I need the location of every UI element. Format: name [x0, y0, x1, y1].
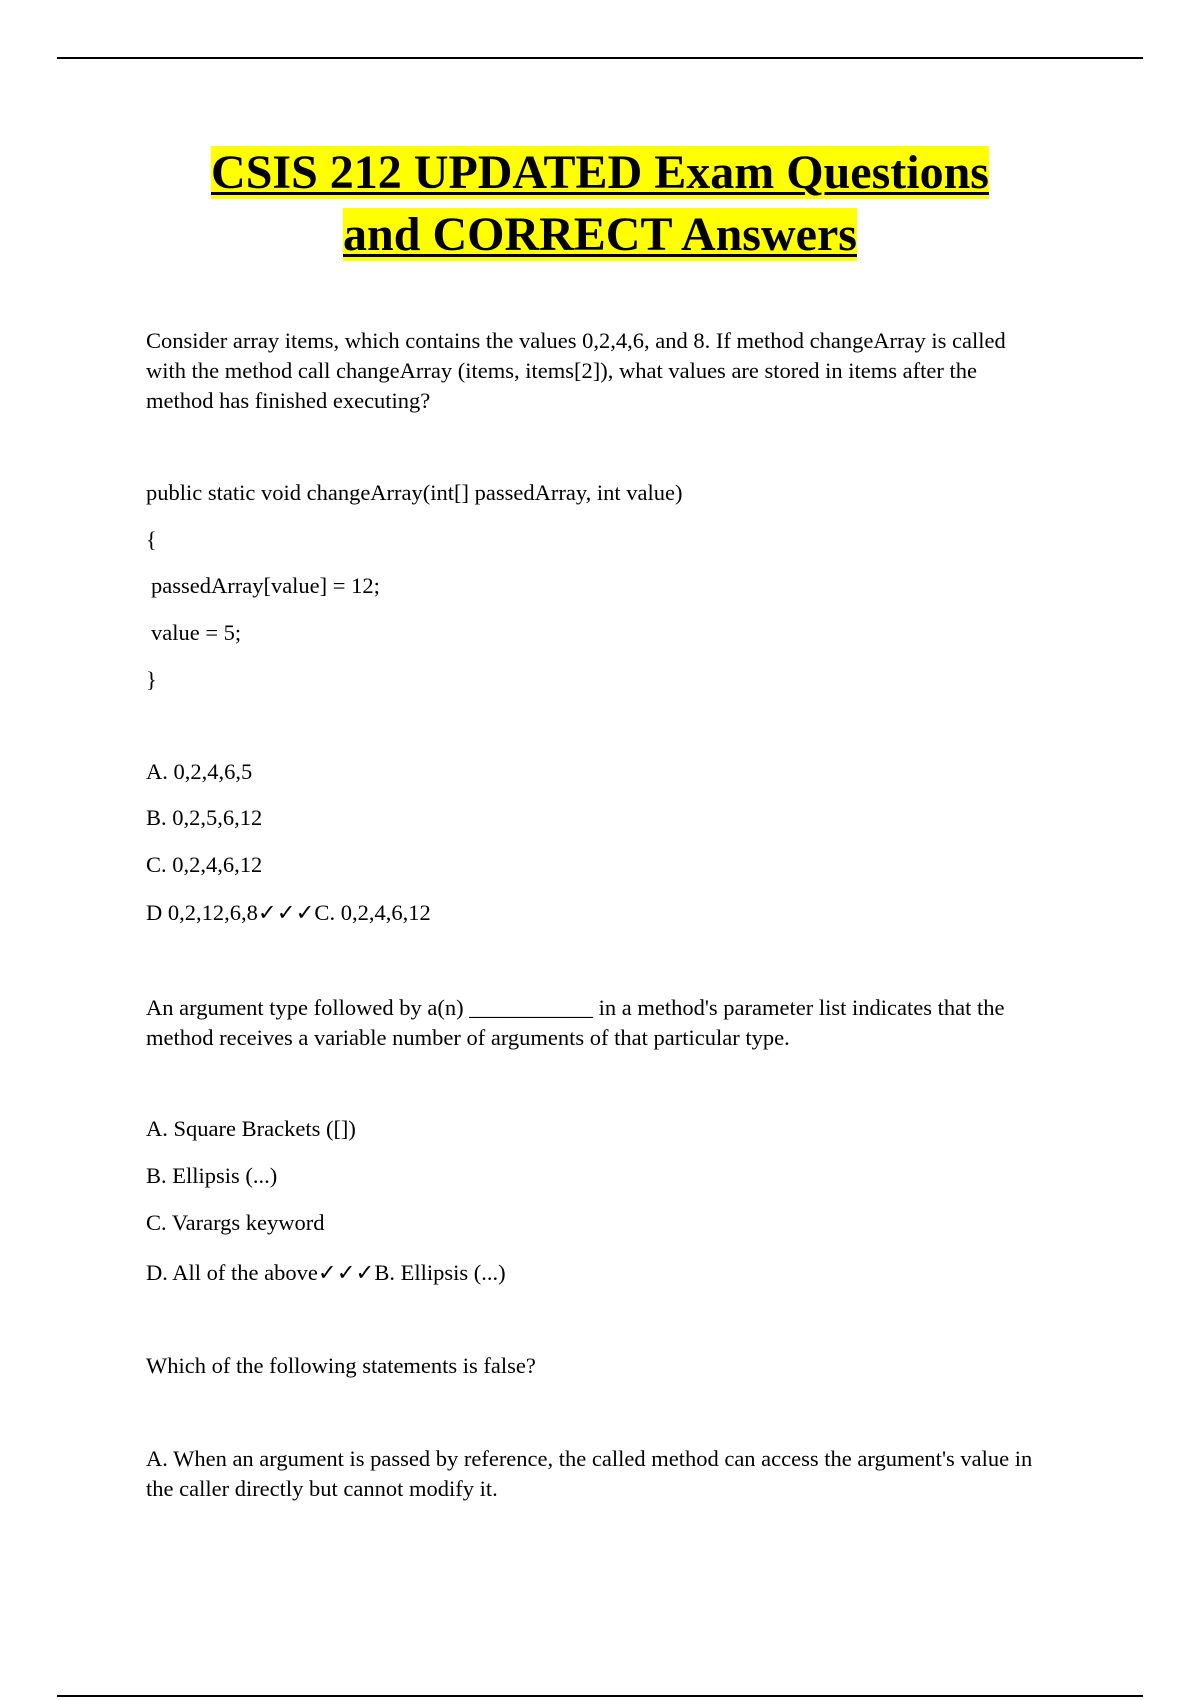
question-1-code-line-2: {: [146, 527, 157, 552]
question-1-code-line-1: public static void changeArray(int[] passedArray, int value): [146, 480, 683, 505]
question-2-option-c: C. Varargs keyword: [146, 1210, 325, 1235]
question-2-option-b: B. Ellipsis (...): [146, 1163, 278, 1188]
question-3-prompt: Which of the following statements is false?: [146, 1353, 536, 1378]
question-2-option-d-answer: D. All of the above✓✓✓B. Ellipsis (...): [146, 1260, 506, 1285]
question-2-option-a: A. Square Brackets ([]): [146, 1116, 356, 1141]
title-line-1: CSIS 212 UPDATED Exam Questions: [211, 146, 989, 199]
title-line-2: and CORRECT Answers: [343, 208, 857, 261]
question-3-option-a: A. When an argument is passed by reference, the called method can access the argument's value in the caller directly but cannot modify it.: [146, 1446, 1033, 1501]
question-2-prompt: An argument type followed by a(n) ___________ in a method's parameter list indicates that the method receives a variable number of arguments of that particular type.: [146, 995, 1005, 1050]
document-title: [150, 142, 1050, 266]
question-1-prompt: Consider array items, which contains the values 0,2,4,6, and 8. If method changeArray is called with the method call changeArray (items, items[2]), what values are stored in items after the method has finished executing?: [146, 328, 1006, 413]
question-1-option-a: A. 0,2,4,6,5: [146, 759, 253, 784]
question-1-code-line-3: passedArray[value] = 12;: [151, 573, 380, 598]
question-1-code-line-5: }: [146, 667, 157, 692]
question-1-option-b: B. 0,2,5,6,12: [146, 805, 263, 830]
question-1-option-c: C. 0,2,4,6,12: [146, 852, 263, 877]
question-1-code-line-4: value = 5;: [151, 620, 242, 645]
bottom-rule: [57, 1695, 1143, 1697]
top-rule: [57, 57, 1143, 59]
question-1-option-d-answer: D 0,2,12,6,8✓✓✓C. 0,2,4,6,12: [146, 900, 431, 925]
